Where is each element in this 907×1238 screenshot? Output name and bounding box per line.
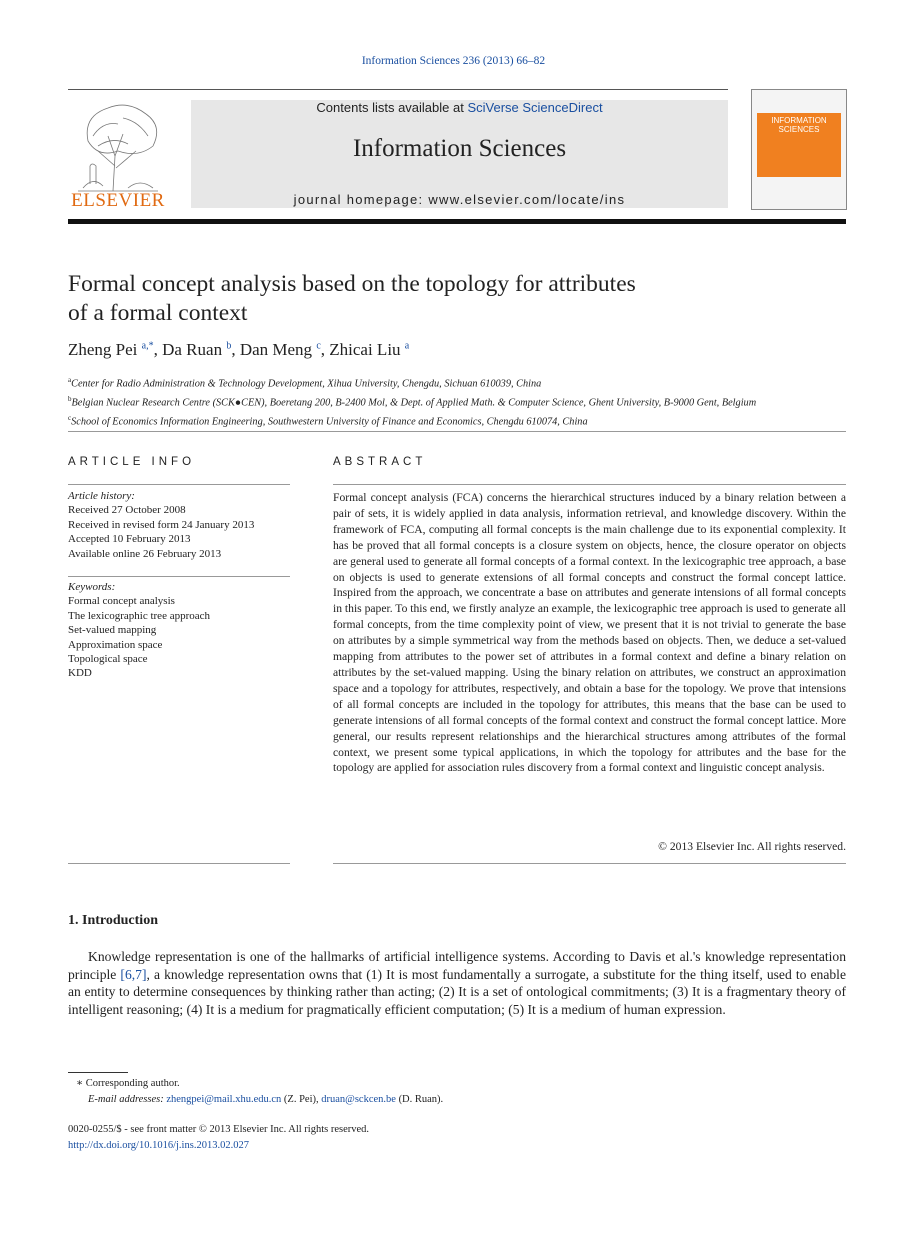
affiliation-mark: a [68, 376, 72, 384]
affiliation-text: Belgian Nuclear Research Centre (SCK●CEN), Boeretang 200, B-2400 Mol, & Dept. of Applied Math. & Computer Science, Ghent University, B-9000 Gent, Belgium [71, 397, 757, 409]
author-name: Zhicai Liu [329, 340, 401, 359]
footnotes [68, 1076, 846, 1107]
author-name: Zheng Pei [68, 340, 138, 359]
abstract-label: ABSTRACT [333, 456, 427, 468]
article-info-label: ARTICLE INFO [68, 456, 196, 468]
section-heading-introduction: 1. Introduction [68, 913, 158, 928]
article-info-end-divider [68, 863, 290, 864]
author-separator: , [153, 340, 163, 359]
header-thick-rule [68, 219, 846, 224]
doi-link[interactable]: http://dx.doi.org/10.1016/j.ins.2013.02.027 [68, 1139, 249, 1151]
author-separator: , [320, 340, 330, 359]
email-link-ruan[interactable]: druan@sckcen.be [321, 1093, 396, 1105]
contents-line [191, 100, 728, 115]
author-name: Da Ruan [162, 340, 223, 359]
intro-text: , a knowledge representation owns that (1) It is most fundamentally a surrogate, a substitute for the thing itself, used to enable an entity to determine consequences by thinking rather than acting; (2) It is a set of ontological commitments; (3) It is a fragmentary theory of intelligent reasoning; (4) It is a medium for pragmatically efficient computation; (5) It is a medium of human expression. [68, 966, 846, 1017]
abstract-end-divider [333, 863, 846, 864]
abstract-copyright: © 2013 Elsevier Inc. All rights reserved. [658, 840, 846, 853]
keywords [68, 580, 293, 681]
contents-prefix: Contents lists available at [316, 100, 468, 115]
author-list [68, 340, 848, 360]
keywords-divider [68, 576, 290, 577]
author-affil-mark[interactable]: a,* [141, 340, 154, 352]
email-label: E-mail addresses: [88, 1093, 164, 1105]
keyword-item: KDD [68, 667, 92, 680]
history-item: Available online 26 February 2013 [68, 547, 222, 560]
keyword-item: Formal concept analysis [68, 595, 175, 608]
issn-line: 0020-0255/$ - see front matter © 2013 Elsevier Inc. All rights reserved. [68, 1124, 370, 1135]
author-affil-mark[interactable]: b [226, 340, 232, 352]
journal-citation[interactable]: Information Sciences 236 (2013) 66–82 [361, 55, 546, 67]
email-owner: (D. Ruan). [395, 1093, 444, 1105]
abstract-divider [333, 484, 846, 485]
title-line-1: Formal concept analysis based on the topology for attributes [68, 271, 636, 297]
affiliation-divider [68, 431, 846, 432]
history-heading: Article history: [68, 490, 135, 502]
keywords-heading: Keywords: [68, 581, 116, 593]
history-item: Received 27 October 2008 [68, 504, 186, 517]
keyword-item: The lexicographic tree approach [68, 609, 211, 622]
front-matter-info [68, 1122, 846, 1153]
affiliation-mark: b [68, 394, 72, 403]
abstract-text: Formal concept analysis (FCA) concerns the hierarchical structures induced by a binary relation between a pair of sets, it is widely applied in data analysis, information retrieval, and knowledge discovery. Within the framework of FCA, computing all formal concepts is the main challenge due to its exponential complexity. It has be proved that all formal concepts is a closure system on objects, hence, the closure operator on objects are general used to generate all formal concepts of a formal context. In the lexicographic tree approach, a base on objects is used to generate extensions of all formal concepts and construct the formal concept lattice. Inspired from the approach, we concentrate a base on attributes and generate intensions of all formal concepts in this paper. To this end, we firstly analyze an example, the lexicographic tree approach is used to generate all formal concepts, from the time complexity point of view, we present that it is not trivial to generate the base on attributes by a simple symmetrical way from the methods based on objects. Then, we deduce a set-valued mapping from attributes to the power set of attributes in a formal context and define a binary relation on attributes by the set-valued mapping. Using the binary relation on attributes, we construct an approximation space and a topology for attributes, respectively, and obtain a base for the topology. We prove that intensions of all formal concepts are included in the topology for attributes, this means that the base can be used to generate intensions of all formal concepts of the formal context and construct the formal concept lattice. More general, our results represent relationships and the hierarchical structures among attributes of the formal context, we present some typical applications, in which the topology for attributes and the base for the topology are applied for association rules discovery from a formal context and linguistic concept analysis. [333, 491, 846, 775]
article-title [68, 270, 788, 328]
history-item: Accepted 10 February 2013 [68, 533, 191, 546]
intro-text: Knowledge representation is one of the hallmarks of artificial intelligence systems. According to Davis et al.'s knowledge representation principle [68, 949, 846, 982]
affiliation-text: School of Economics Information Engineering, Southwestern University of Finance and Economics, Chengdu 610074, China [71, 416, 588, 428]
email-link-pei[interactable]: zhengpei@mail.xhu.edu.cn [166, 1093, 282, 1105]
cover-title: INFORMATION SCIENCES [771, 116, 827, 134]
keyword-item: Set-valued mapping [68, 624, 157, 637]
sciencedirect-link[interactable]: SciVerse ScienceDirect [467, 100, 603, 115]
journal-homepage[interactable]: journal homepage: www.elsevier.com/locate/ins [293, 192, 626, 207]
history-item: Received in revised form 24 January 2013 [68, 518, 255, 531]
affiliations [68, 373, 858, 430]
header-divider [68, 89, 728, 90]
email-owner: (Z. Pei), [281, 1093, 322, 1105]
keyword-item: Approximation space [68, 638, 163, 651]
author-name: Dan Meng [239, 340, 313, 359]
elsevier-logo-text: ELSEVIER [71, 190, 165, 211]
author-affil-mark[interactable]: a [404, 340, 410, 352]
author-separator: , [231, 340, 240, 359]
affiliation-item [68, 373, 858, 392]
email-line [68, 1092, 846, 1108]
affiliation-item [68, 392, 858, 411]
footnote-rule [68, 1072, 128, 1073]
title-line-2: of a formal context [68, 300, 248, 326]
reference-link[interactable]: [6,7] [120, 966, 147, 982]
keyword-item: Topological space [68, 653, 148, 666]
article-info-divider [68, 484, 290, 485]
affiliation-mark: c [68, 413, 72, 422]
affiliation-text: Center for Radio Administration & Technology Development, Xihua University, Chengdu, Sichuan 610039, China [71, 378, 542, 390]
introduction-paragraph [68, 948, 846, 1018]
corresponding-author-note: ∗ Corresponding author. [76, 1078, 180, 1089]
journal-name: Information Sciences [352, 135, 567, 162]
journal-cover-thumbnail [751, 89, 847, 210]
affiliation-item [68, 411, 858, 430]
author-affil-mark[interactable]: c [316, 340, 321, 352]
article-history [68, 489, 293, 561]
